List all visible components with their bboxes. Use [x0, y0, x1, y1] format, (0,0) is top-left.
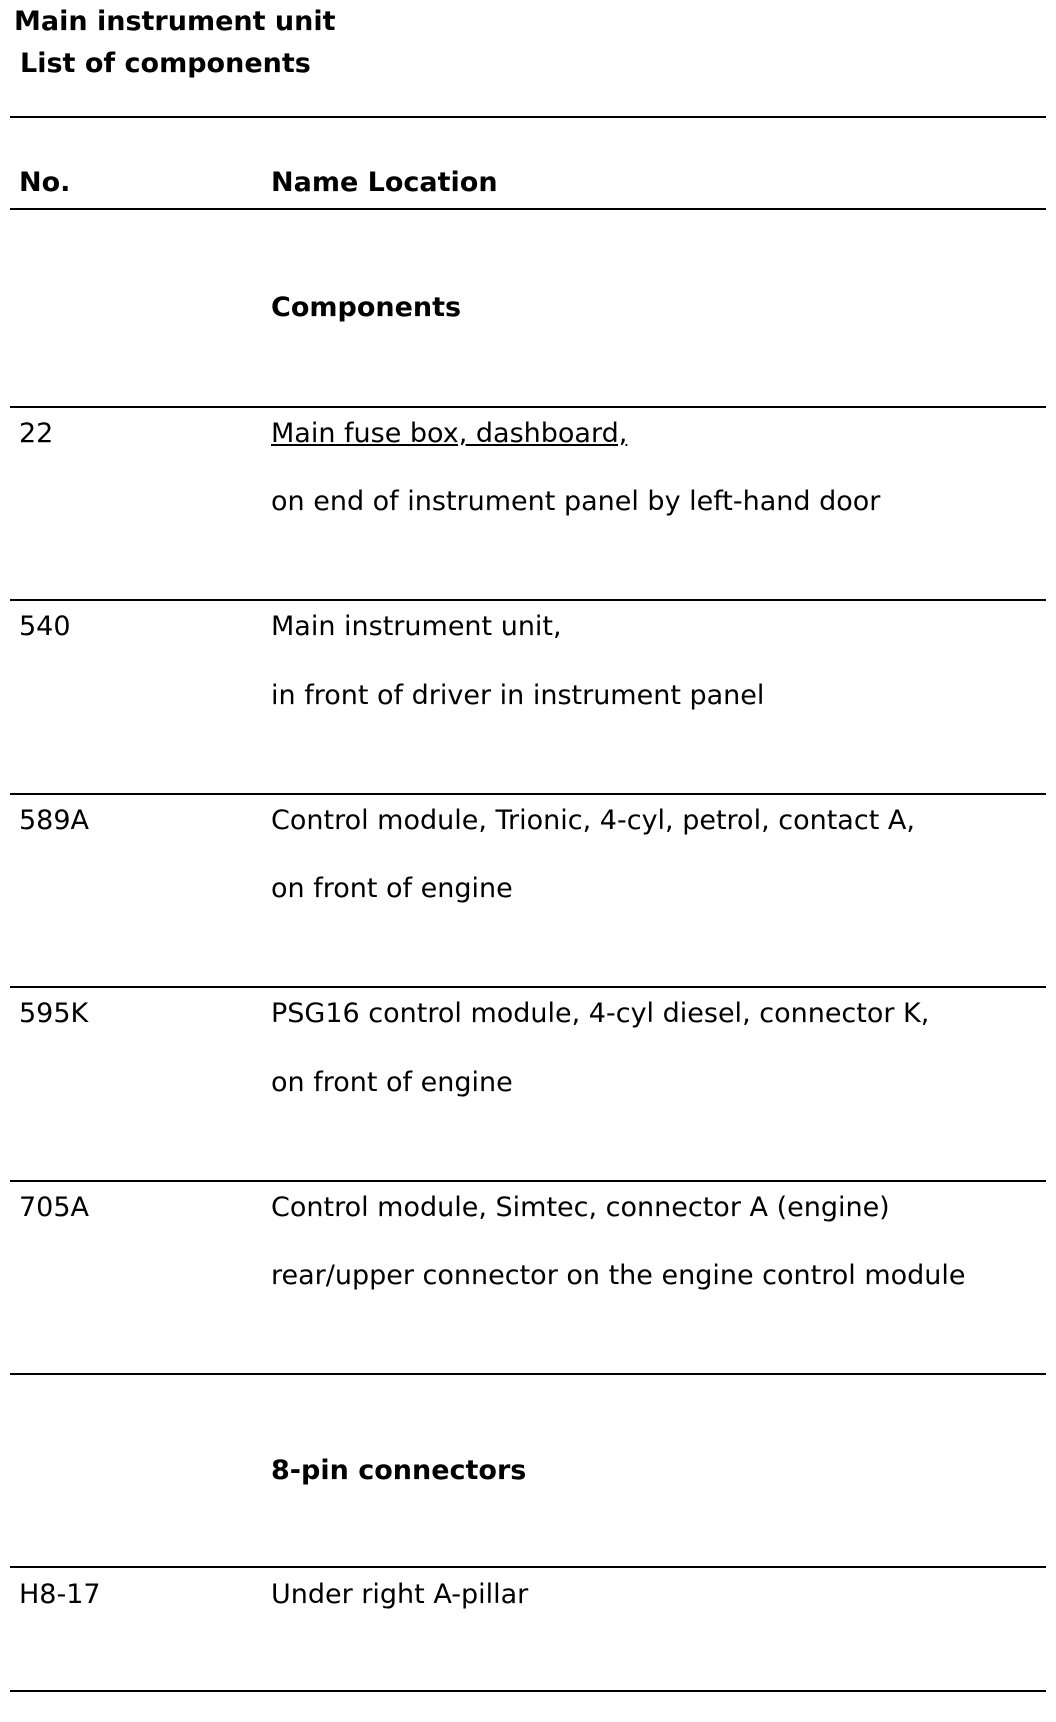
- row-number: H8-17: [19, 1579, 101, 1610]
- row-number: 595K: [19, 998, 89, 1029]
- divider: [10, 793, 1046, 795]
- section-heading-components: Components: [271, 292, 462, 323]
- divider: [10, 208, 1046, 210]
- divider: [10, 1690, 1046, 1692]
- divider: [10, 1373, 1046, 1375]
- row-name: Main instrument unit,: [271, 611, 562, 642]
- divider: [10, 116, 1046, 118]
- row-location: on end of instrument panel by left-hand door: [271, 486, 881, 517]
- section-heading-8-pin-connectors: 8-pin connectors: [271, 1455, 527, 1486]
- page-title: Main instrument unit: [14, 6, 336, 37]
- row-number: 705A: [19, 1192, 90, 1223]
- row-name: Under right A-pillar: [271, 1579, 529, 1610]
- divider: [10, 1180, 1046, 1182]
- row-number: 540: [19, 611, 71, 642]
- divider: [10, 406, 1046, 408]
- row-name-link[interactable]: Main fuse box, dashboard,: [271, 418, 628, 449]
- row-location: rear/upper connector on the engine control module: [271, 1260, 966, 1291]
- page-subtitle: List of components: [20, 48, 311, 79]
- row-location: on front of engine: [271, 873, 513, 904]
- row-number: 22: [19, 418, 54, 449]
- row-location: in front of driver in instrument panel: [271, 680, 765, 711]
- row-name: Control module, Trionic, 4-cyl, petrol, contact A,: [271, 805, 915, 836]
- row-name: Control module, Simtec, connector A (engine): [271, 1192, 890, 1223]
- column-header-name-location: Name Location: [271, 167, 498, 198]
- divider: [10, 986, 1046, 988]
- divider: [10, 599, 1046, 601]
- row-location: on front of engine: [271, 1067, 513, 1098]
- divider: [10, 1566, 1046, 1568]
- column-header-no: No.: [19, 167, 71, 198]
- row-number: 589A: [19, 805, 90, 836]
- row-name: PSG16 control module, 4-cyl diesel, connector K,: [271, 998, 930, 1029]
